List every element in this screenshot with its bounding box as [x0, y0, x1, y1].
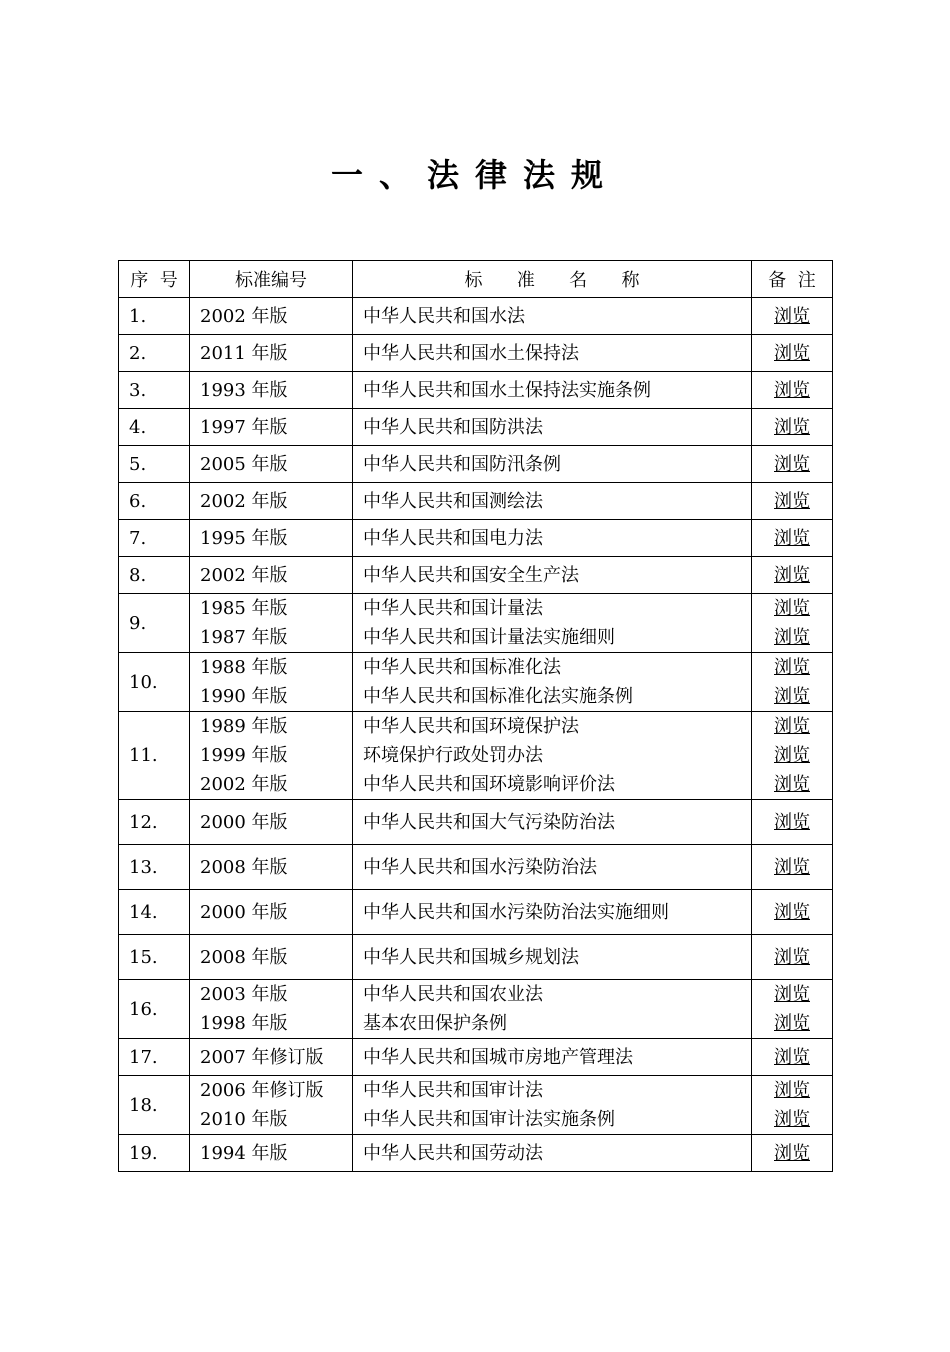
standard-code: 2000 年版	[200, 811, 288, 833]
standard-code: 2005 年版	[200, 453, 288, 475]
browse-link[interactable]: 浏览	[774, 745, 810, 766]
row-code-cell	[190, 409, 353, 446]
row-seq: 1.	[119, 298, 190, 335]
standard-code: 1985 年版	[200, 598, 288, 619]
row-code-cell	[190, 446, 353, 483]
standard-name: 环境保护行政处罚办法	[363, 745, 543, 766]
row-note-cell	[752, 712, 833, 800]
row-name-cell	[353, 594, 752, 653]
row-seq: 10.	[119, 653, 190, 712]
row-seq: 15.	[119, 935, 190, 980]
table-row	[119, 594, 833, 653]
row-note-cell	[752, 298, 833, 335]
row-name-cell	[353, 298, 752, 335]
row-name-cell	[353, 520, 752, 557]
row-code-cell	[190, 594, 353, 653]
browse-link[interactable]: 浏览	[774, 564, 810, 586]
row-note-cell	[752, 980, 833, 1039]
standard-code: 2007 年修订版	[200, 1046, 324, 1068]
row-seq: 3.	[119, 372, 190, 409]
row-note-cell	[752, 1076, 833, 1135]
standard-name: 中华人民共和国防汛条例	[363, 453, 561, 475]
browse-link-line	[752, 450, 832, 479]
row-name-cell	[353, 1039, 752, 1076]
standard-name: 中华人民共和国电力法	[363, 527, 543, 549]
table-row	[119, 980, 833, 1039]
row-code-cell	[190, 557, 353, 594]
row-seq: 8.	[119, 557, 190, 594]
row-note-cell	[752, 409, 833, 446]
standard-code: 2003 年版	[200, 984, 288, 1005]
browse-link-line	[752, 770, 832, 799]
browse-link-line	[752, 1105, 832, 1134]
standard-name: 中华人民共和国水法	[363, 305, 525, 327]
browse-link-line	[752, 1009, 832, 1038]
standard-name: 中华人民共和国劳动法	[363, 1142, 543, 1164]
row-name-cell	[353, 483, 752, 520]
standard-name: 中华人民共和国水污染防治法	[363, 856, 597, 878]
row-note-cell	[752, 1135, 833, 1172]
standard-code: 1994 年版	[200, 1142, 288, 1164]
row-name-cell	[353, 800, 752, 845]
table-row	[119, 1039, 833, 1076]
table-body	[119, 298, 833, 1172]
table-row	[119, 409, 833, 446]
standard-code: 1999 年版	[200, 745, 288, 766]
standard-name: 中华人民共和国标准化法	[363, 657, 561, 678]
row-name-cell	[353, 1135, 752, 1172]
standard-name: 中华人民共和国城乡规划法	[363, 946, 579, 968]
browse-link[interactable]: 浏览	[774, 856, 810, 878]
standard-name: 中华人民共和国水土保持法	[363, 342, 579, 364]
standard-code: 1989 年版	[200, 716, 288, 737]
browse-link-line	[752, 594, 832, 623]
browse-link-line	[752, 623, 832, 652]
table-row	[119, 483, 833, 520]
row-seq: 19.	[119, 1135, 190, 1172]
browse-link[interactable]: 浏览	[774, 686, 810, 707]
row-note-cell	[752, 653, 833, 712]
browse-link-line	[752, 1043, 832, 1072]
row-name-cell	[353, 980, 752, 1039]
browse-link[interactable]: 浏览	[774, 946, 810, 968]
table-row	[119, 557, 833, 594]
row-note-cell	[752, 557, 833, 594]
standard-name: 中华人民共和国城市房地产管理法	[363, 1046, 633, 1068]
table-row	[119, 845, 833, 890]
browse-link[interactable]: 浏览	[774, 305, 810, 327]
row-note-cell	[752, 1039, 833, 1076]
standard-name: 中华人民共和国审计法实施条例	[363, 1109, 615, 1130]
law-table	[118, 260, 833, 1172]
browse-link-line	[752, 808, 832, 837]
row-code-cell	[190, 372, 353, 409]
row-name-cell	[353, 712, 752, 800]
standard-name: 中华人民共和国审计法	[363, 1080, 543, 1101]
browse-link-line	[752, 712, 832, 741]
row-seq: 2.	[119, 335, 190, 372]
browse-link-line	[752, 413, 832, 442]
row-code-cell	[190, 1135, 353, 1172]
browse-link-line	[752, 561, 832, 590]
row-code-cell	[190, 483, 353, 520]
browse-link[interactable]: 浏览	[774, 984, 810, 1005]
row-seq: 5.	[119, 446, 190, 483]
browse-link-line	[752, 853, 832, 882]
row-name-cell	[353, 372, 752, 409]
row-note-cell	[752, 446, 833, 483]
browse-link[interactable]: 浏览	[774, 716, 810, 737]
table-row	[119, 446, 833, 483]
row-code-cell	[190, 980, 353, 1039]
table-row	[119, 372, 833, 409]
standard-code: 2010 年版	[200, 1109, 288, 1130]
standard-name: 中华人民共和国防洪法	[363, 416, 543, 438]
row-code-cell	[190, 653, 353, 712]
browse-link[interactable]: 浏览	[774, 811, 810, 833]
standard-code: 1993 年版	[200, 379, 288, 401]
row-code-cell	[190, 935, 353, 980]
row-note-cell	[752, 800, 833, 845]
table-row	[119, 335, 833, 372]
browse-link-line	[752, 741, 832, 770]
standard-name: 中华人民共和国安全生产法	[363, 564, 579, 586]
row-code-cell	[190, 800, 353, 845]
standard-name: 中华人民共和国计量法实施细则	[363, 627, 615, 648]
row-code-cell	[190, 335, 353, 372]
browse-link-line	[752, 682, 832, 711]
row-code-cell	[190, 1039, 353, 1076]
table-row	[119, 653, 833, 712]
row-code-cell	[190, 845, 353, 890]
browse-link-line	[752, 980, 832, 1009]
row-note-cell	[752, 845, 833, 890]
row-name-cell	[353, 653, 752, 712]
row-seq: 4.	[119, 409, 190, 446]
row-note-cell	[752, 372, 833, 409]
row-note-cell	[752, 483, 833, 520]
standard-code: 1995 年版	[200, 527, 288, 549]
row-note-cell	[752, 935, 833, 980]
standard-name: 中华人民共和国标准化法实施条例	[363, 686, 633, 707]
standard-name: 中华人民共和国水污染防治法实施细则	[363, 901, 669, 923]
standard-code: 2011 年版	[200, 342, 288, 364]
header-code: 标准编号	[190, 261, 353, 298]
browse-link-line	[752, 302, 832, 331]
row-name-cell	[353, 446, 752, 483]
standard-code: 2008 年版	[200, 946, 288, 968]
row-seq: 13.	[119, 845, 190, 890]
standard-name: 中华人民共和国环境影响评价法	[363, 774, 615, 795]
row-seq: 17.	[119, 1039, 190, 1076]
browse-link[interactable]: 浏览	[774, 657, 810, 678]
row-code-cell	[190, 520, 353, 557]
row-name-cell	[353, 935, 752, 980]
table-row	[119, 520, 833, 557]
standard-name: 中华人民共和国测绘法	[363, 490, 543, 512]
row-code-cell	[190, 712, 353, 800]
browse-link-line	[752, 1139, 832, 1168]
table-row	[119, 1135, 833, 1172]
browse-link-line	[752, 339, 832, 368]
browse-link-line	[752, 487, 832, 516]
row-note-cell	[752, 335, 833, 372]
browse-link-line	[752, 943, 832, 972]
header-seq: 序 号	[119, 261, 190, 298]
table-row	[119, 298, 833, 335]
browse-link[interactable]: 浏览	[774, 527, 810, 549]
standard-name: 中华人民共和国农业法	[363, 984, 543, 1005]
standard-name: 中华人民共和国水土保持法实施条例	[363, 379, 651, 401]
table-header-row	[119, 261, 833, 298]
row-code-cell	[190, 298, 353, 335]
row-code-cell	[190, 1076, 353, 1135]
browse-link[interactable]: 浏览	[774, 1142, 810, 1164]
row-seq: 9.	[119, 594, 190, 653]
row-name-cell	[353, 557, 752, 594]
standard-code: 2000 年版	[200, 901, 288, 923]
table-row	[119, 800, 833, 845]
standard-code: 2002 年版	[200, 564, 288, 586]
table-row	[119, 890, 833, 935]
browse-link-line	[752, 376, 832, 405]
table-row	[119, 935, 833, 980]
page-title: 一、法律法规	[330, 156, 619, 194]
standard-code: 2002 年版	[200, 774, 288, 795]
standard-name: 中华人民共和国环境保护法	[363, 716, 579, 737]
row-note-cell	[752, 594, 833, 653]
row-seq: 14.	[119, 890, 190, 935]
row-note-cell	[752, 890, 833, 935]
standard-code: 2002 年版	[200, 490, 288, 512]
row-name-cell	[353, 890, 752, 935]
row-name-cell	[353, 409, 752, 446]
row-seq: 11.	[119, 712, 190, 800]
browse-link[interactable]: 浏览	[774, 598, 810, 619]
browse-link[interactable]: 浏览	[774, 1046, 810, 1068]
standard-name: 基本农田保护条例	[363, 1013, 507, 1034]
row-name-cell	[353, 1076, 752, 1135]
row-name-cell	[353, 845, 752, 890]
standard-code: 1990 年版	[200, 686, 288, 707]
standard-code: 1988 年版	[200, 657, 288, 678]
standard-name: 中华人民共和国大气污染防治法	[363, 811, 615, 833]
row-seq: 7.	[119, 520, 190, 557]
browse-link-line	[752, 898, 832, 927]
row-seq: 6.	[119, 483, 190, 520]
browse-link[interactable]: 浏览	[774, 1013, 810, 1034]
standard-code: 1997 年版	[200, 416, 288, 438]
header-note: 备 注	[752, 261, 833, 298]
standard-name: 中华人民共和国计量法	[363, 598, 543, 619]
browse-link[interactable]: 浏览	[774, 342, 810, 364]
browse-link[interactable]: 浏览	[774, 901, 810, 923]
browse-link[interactable]: 浏览	[774, 379, 810, 401]
browse-link-line	[752, 1076, 832, 1105]
standard-code: 2002 年版	[200, 305, 288, 327]
browse-link[interactable]: 浏览	[774, 453, 810, 475]
standard-code: 2006 年修订版	[200, 1080, 324, 1101]
browse-link[interactable]: 浏览	[774, 627, 810, 648]
header-name: 标 准 名 称	[353, 261, 752, 298]
row-code-cell	[190, 890, 353, 935]
table-row	[119, 712, 833, 800]
standard-code: 2008 年版	[200, 856, 288, 878]
browse-link[interactable]: 浏览	[774, 490, 810, 512]
browse-link[interactable]: 浏览	[774, 416, 810, 438]
browse-link[interactable]: 浏览	[774, 1109, 810, 1130]
browse-link-line	[752, 524, 832, 553]
row-name-cell	[353, 335, 752, 372]
browse-link-line	[752, 653, 832, 682]
table-row	[119, 1076, 833, 1135]
row-seq: 16.	[119, 980, 190, 1039]
row-seq: 12.	[119, 800, 190, 845]
standard-code: 1987 年版	[200, 627, 288, 648]
browse-link[interactable]: 浏览	[774, 1080, 810, 1101]
row-seq: 18.	[119, 1076, 190, 1135]
standard-code: 1998 年版	[200, 1013, 288, 1034]
browse-link[interactable]: 浏览	[774, 774, 810, 795]
row-note-cell	[752, 520, 833, 557]
